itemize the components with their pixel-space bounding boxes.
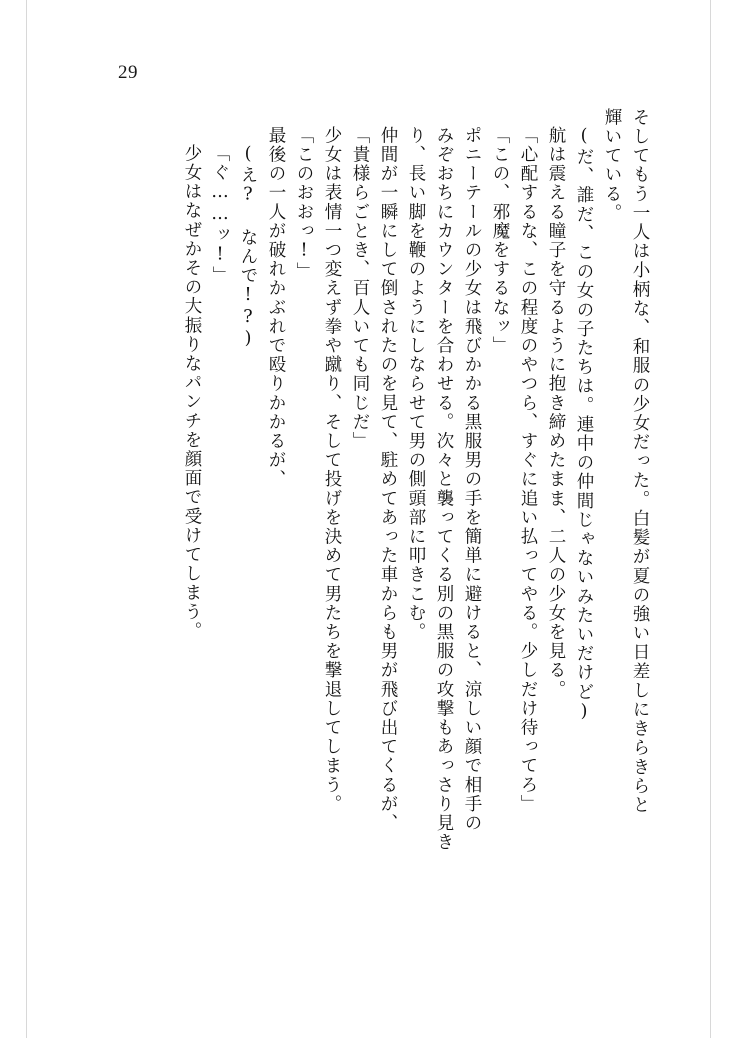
text-line: 「このおおっ!」	[294, 126, 314, 282]
text-line: 最後の一人が破れかぶれで殴りかかるが、	[266, 126, 286, 489]
text-line: 少女は表情一つ変えず拳や蹴り、そして投げを決めて男たちを撃退してしまう。	[322, 126, 342, 814]
text-line: ポニーテールの少女は飛びかかる黒服男の手を簡単に避けると、涼しい顔で相手の	[462, 126, 482, 833]
text-line: みぞおちにカウンターを合わせる。次々と襲ってくる別の黒服の攻撃もあっさり見き	[434, 126, 454, 852]
right-margin-mark	[710, 0, 711, 1038]
text-line: 輝いている。	[602, 108, 622, 223]
text-line: 「貴様らごとき、百人いても同じだ」	[350, 126, 370, 451]
text-line: そしてもう一人は小柄な、和服の少女だった。白髪が夏の強い日差しにきらきらと	[630, 108, 650, 815]
page-number: 29	[118, 62, 138, 83]
text-line: 仲間が一瞬にして倒されたのを見て、駐めてあった車からも男が飛び出てくるが、	[378, 126, 398, 833]
text-line: 少女はなぜかその大振りなパンチを顔面で受けてしまう。	[182, 144, 202, 641]
text-line: (だ、誰だ、この女の子たちは。連中の仲間じゃないみたいだけど)	[574, 126, 594, 724]
text-line: 「心配するな、この程度のやつら、すぐに追い払ってやる。少しだけ待ってろ」	[518, 126, 538, 814]
vertical-text-block	[96, 108, 648, 938]
text-line: 「ぐ……ッ!」	[210, 144, 230, 286]
text-line: 「この、邪魔をするなッ」	[490, 126, 510, 356]
text-line: り、長い脚を鞭のようにしならせて男の側頭部に叩きこむ。	[406, 126, 426, 642]
text-line: 航は震える瞳子を守るように抱き締めたまま、二人の少女を見る。	[546, 126, 566, 699]
left-margin-mark	[26, 0, 27, 1038]
text-line: (え? なんで!?)	[238, 144, 258, 350]
